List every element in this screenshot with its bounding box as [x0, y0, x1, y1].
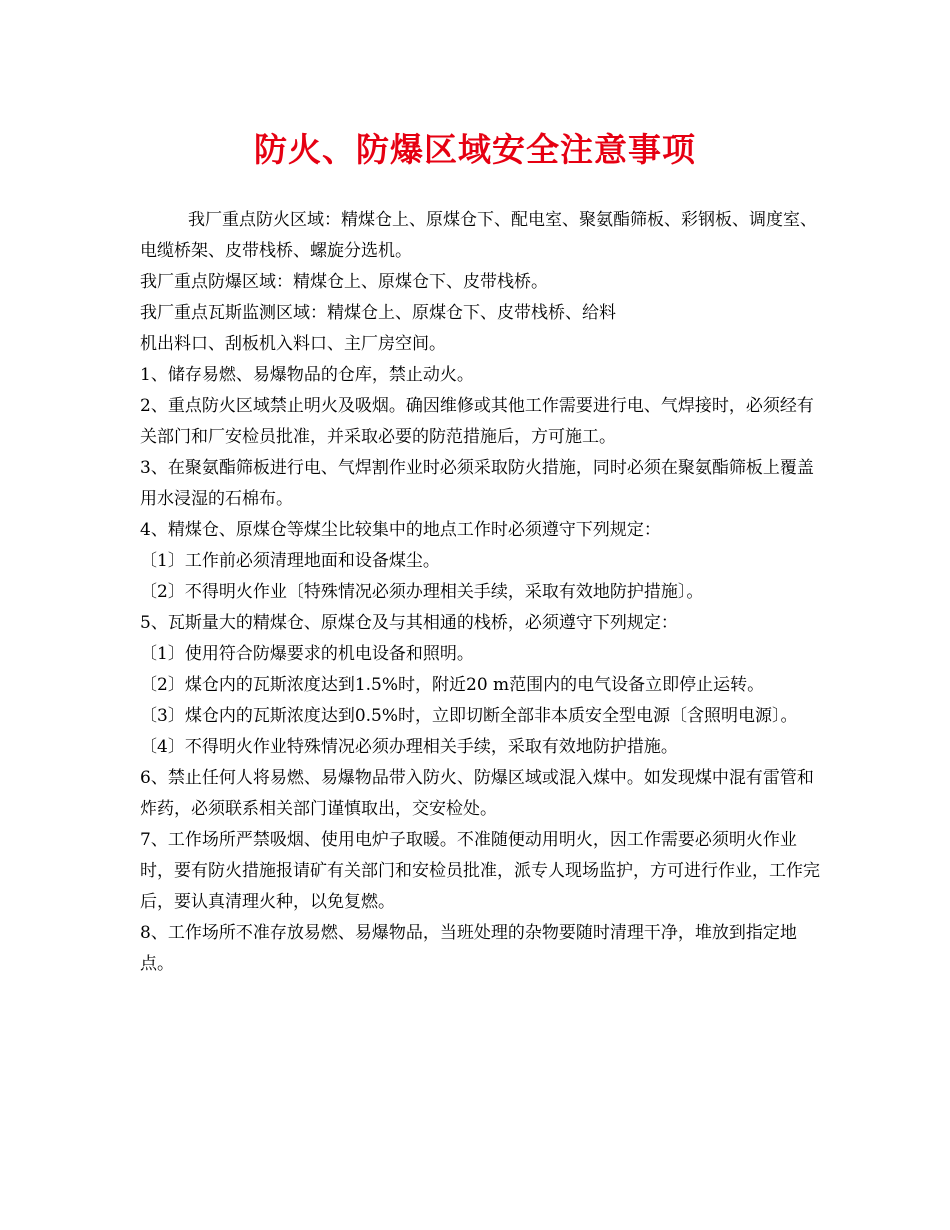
paragraph: 我厂重点防爆区域：精煤仓上、原煤仓下、皮带栈桥。 — [140, 272, 548, 292]
document-title: 防火、防爆区域安全注意事项 — [254, 130, 696, 169]
paragraph: 〔1〕使用符合防爆要求的机电设备和照明。 — [140, 644, 474, 664]
paragraph: 8、工作场所不准存放易燃、易爆物品，当班处理的杂物要随时清理干净，堆放到指定地点。 — [140, 923, 797, 974]
paragraph: 2、重点防火区域禁止明火及吸烟。确因维修或其他工作需要进行电、气焊接时，必须经有关部门和厂安检员批准，并采取必要的防范措施后，方可施工。 — [140, 396, 814, 447]
paragraph: 〔1〕工作前必须清理地面和设备煤尘。 — [140, 551, 440, 571]
paragraph: 〔2〕不得明火作业〔特殊情况必须办理相关手续，采取有效地防护措施〕。 — [140, 582, 704, 602]
document-body — [140, 205, 820, 980]
paragraph: 6、禁止任何人将易燃、易爆物品带入防火、防爆区域或混入煤中。如发现煤中混有雷管和炸药，必须联系相关部门谨慎取出，交安检处。 — [140, 768, 814, 819]
paragraph: 我厂重点防火区域：精煤仓上、原煤仓下、配电室、聚氨酯筛板、彩钢板、调度室、电缆桥架、皮带栈桥、螺旋分选机。 — [140, 210, 817, 261]
paragraph: 3、在聚氨酯筛板进行电、气焊割作业时必须采取防火措施，同时必须在聚氨酯筛板上覆盖用水浸湿的石棉布。 — [140, 458, 814, 509]
paragraph: 7、工作场所严禁吸烟、使用电炉子取暖。不准随便动用明火，因工作需要必须明火作业时，要有防火措施报请矿有关部门和安检员批准，派专人现场监护，方可进行作业，工作完后，要认真清理火种，以免复燃。 — [140, 830, 820, 912]
paragraph: 4、精煤仓、原煤仓等煤尘比较集中的地点工作时必须遵守下列规定： — [140, 520, 661, 540]
paragraph: 我厂重点瓦斯监测区域：精煤仓上、原煤仓下、皮带栈桥、给料 — [140, 303, 616, 323]
paragraph: 〔2〕煤仓内的瓦斯浓度达到1.5%时，附近20 m范围内的电气设备立即停止运转。 — [140, 675, 765, 695]
paragraph: 〔3〕煤仓内的瓦斯浓度达到0.5%时，立即切断全部非本质安全型电源〔含照明电源〕。 — [140, 706, 798, 726]
paragraph: 〔4〕不得明火作业特殊情况必须办理相关手续，采取有效地防护措施。 — [140, 737, 678, 757]
paragraph: 5、瓦斯量大的精煤仓、原煤仓及与其相通的栈桥，必须遵守下列规定： — [140, 613, 678, 633]
paragraph: 机出料口、刮板机入料口、主厂房空间。 — [140, 334, 446, 354]
paragraph: 1、储存易燃、易爆物品的仓库，禁止动火。 — [140, 365, 474, 385]
